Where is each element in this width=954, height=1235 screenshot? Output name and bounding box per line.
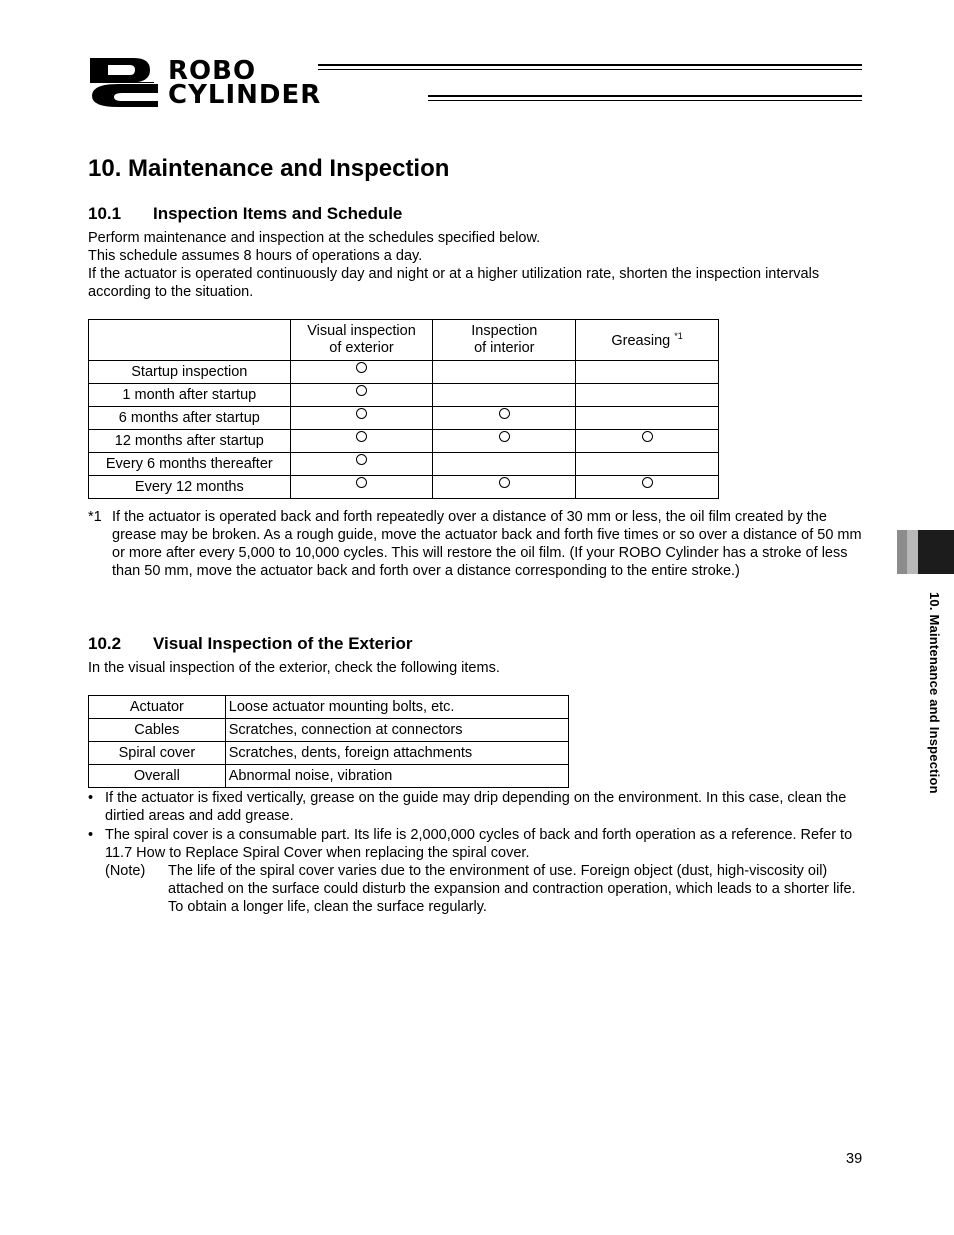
section-1-number: 10.1 — [88, 204, 122, 223]
cell-greasing — [576, 453, 719, 476]
header-cell-empty — [89, 320, 291, 361]
bullet-icon: • — [88, 790, 94, 806]
table-row — [89, 361, 719, 384]
check-circle-icon — [356, 454, 367, 465]
intro-paragraph: Perform maintenance and inspection at the schedules specified below. — [88, 230, 541, 246]
list-item — [88, 789, 864, 825]
side-tab-marker-dark — [918, 530, 954, 574]
section-1-title: Inspection Items and Schedule — [153, 204, 403, 223]
cell-greasing — [576, 430, 719, 453]
cell-greasing — [576, 476, 719, 499]
exterior-table — [88, 695, 569, 788]
section-2-heading — [88, 634, 412, 654]
cell-greasing — [576, 407, 719, 430]
bullet-icon: • — [88, 827, 94, 843]
check-circle-icon — [499, 431, 510, 442]
check-circle-icon — [642, 477, 653, 488]
check-circle-icon — [499, 477, 510, 488]
side-chapter-label: 10. Maintenance and Inspection — [927, 592, 942, 794]
header-interior-line1: Inspection — [471, 323, 538, 339]
schedule-label: Every 12 months — [89, 476, 291, 499]
inspection-item: Overall — [89, 765, 226, 788]
cell-greasing — [576, 361, 719, 384]
note-text: The life of the spiral cover varies due to the environment of use. Foreign object (dust, high-viscosity oil) attached on the surface could disturb the expansion and contraction operation, which leads to a shorter life. To obtain a longer life, clean the surface regularly. — [168, 863, 856, 915]
bullet-list — [88, 789, 864, 916]
footnote-text: If the actuator is operated back and forth repeatedly over a distance of 30 mm or less, the oil film created by the grease may be broken. As a rough guide, move the actuator back and forth five times or so over a distance of 50 mm or more after every 5,000 to 10,000 cycles. This will restore the oil film. (If your ROBO Cylinder has a stroke of less than 50 mm, move the actuator back and forth over a distance corresponding to the entire stroke.) — [112, 509, 862, 579]
cell-visual — [290, 384, 433, 407]
cell-interior — [433, 407, 576, 430]
table-header-row — [89, 320, 719, 361]
logo-line-cylinder: CYLINDER — [168, 80, 322, 110]
check-circle-icon — [356, 477, 367, 488]
greasing-footnote-ref: *1 — [674, 331, 683, 342]
page-number: 39 — [846, 1151, 863, 1167]
header-visual — [290, 320, 433, 361]
section-2-number: 10.2 — [88, 634, 122, 653]
bullet-text: The spiral cover is a consumable part. Its life is 2,000,000 cycles of back and forth operation as a reference. Refer to 11.7 How to Replace Spiral Cover when replacing the spiral cover. — [105, 827, 853, 861]
cell-visual — [290, 361, 433, 384]
table-row — [89, 430, 719, 453]
rc-logo-icon — [88, 56, 160, 108]
cell-interior — [433, 453, 576, 476]
cell-interior — [433, 476, 576, 499]
inspection-check: Loose actuator mounting bolts, etc. — [225, 696, 568, 719]
header-greasing-label: Greasing — [611, 332, 671, 349]
table-row — [89, 742, 569, 765]
cell-visual — [290, 476, 433, 499]
intro-paragraph: If the actuator is operated continuously day and night or at a higher utilization rate, shorten the inspection intervals according to the situation. — [88, 266, 820, 300]
cell-visual — [290, 453, 433, 476]
table-row — [89, 453, 719, 476]
cell-interior — [433, 361, 576, 384]
header-interior — [433, 320, 576, 361]
page-title: 10. Maintenance and Inspection — [88, 155, 450, 182]
cell-visual — [290, 407, 433, 430]
header-greasing — [576, 320, 719, 361]
inspection-item: Cables — [89, 719, 226, 742]
section-1-heading — [88, 204, 402, 224]
header-rule-top — [318, 64, 862, 70]
note-label: (Note) — [105, 863, 146, 879]
footnote-mark: *1 — [88, 509, 102, 525]
schedule-label: Every 6 months thereafter — [89, 453, 291, 476]
inspection-check: Scratches, dents, foreign attachments — [225, 742, 568, 765]
inspection-item: Spiral cover — [89, 742, 226, 765]
side-tab-marker-light — [897, 530, 907, 574]
header-rule-bottom — [428, 95, 862, 101]
logo-line-robo: ROBO — [168, 56, 257, 86]
logo-wordmark — [168, 56, 322, 110]
table-row — [89, 384, 719, 407]
cell-visual — [290, 430, 433, 453]
schedule-label: 1 month after startup — [89, 384, 291, 407]
schedule-label: 12 months after startup — [89, 430, 291, 453]
cell-interior — [433, 384, 576, 407]
cell-greasing — [576, 384, 719, 407]
check-circle-icon — [356, 431, 367, 442]
check-circle-icon — [356, 362, 367, 373]
schedule-label: Startup inspection — [89, 361, 291, 384]
section-2-title: Visual Inspection of the Exterior — [153, 634, 413, 653]
schedule-label: 6 months after startup — [89, 407, 291, 430]
header-visual-line2: of exterior — [329, 340, 394, 356]
intro-paragraph: This schedule assumes 8 hours of operations a day. — [88, 248, 423, 264]
inspection-check: Abnormal noise, vibration — [225, 765, 568, 788]
table-row — [89, 476, 719, 499]
side-tab-marker-mid — [907, 530, 918, 574]
list-item — [88, 826, 864, 862]
table-row — [89, 765, 569, 788]
inspection-check: Scratches, connection at connectors — [225, 719, 568, 742]
inspection-item: Actuator — [89, 696, 226, 719]
section-2-intro: In the visual inspection of the exterior, check the following items. — [88, 660, 500, 676]
table-row — [89, 719, 569, 742]
cell-interior — [433, 430, 576, 453]
section-1-intro — [88, 229, 858, 301]
table-row — [89, 407, 719, 430]
bullet-text: If the actuator is fixed vertically, grease on the guide may drip depending on the environment. In this case, clean the dirtied areas and add grease. — [105, 790, 847, 824]
check-circle-icon — [642, 431, 653, 442]
check-circle-icon — [356, 408, 367, 419]
note-block — [105, 862, 864, 916]
header-visual-line1: Visual inspection — [307, 323, 416, 339]
schedule-table — [88, 319, 719, 499]
check-circle-icon — [356, 385, 367, 396]
header-interior-line2: of interior — [474, 340, 535, 356]
table-row — [89, 696, 569, 719]
check-circle-icon — [499, 408, 510, 419]
